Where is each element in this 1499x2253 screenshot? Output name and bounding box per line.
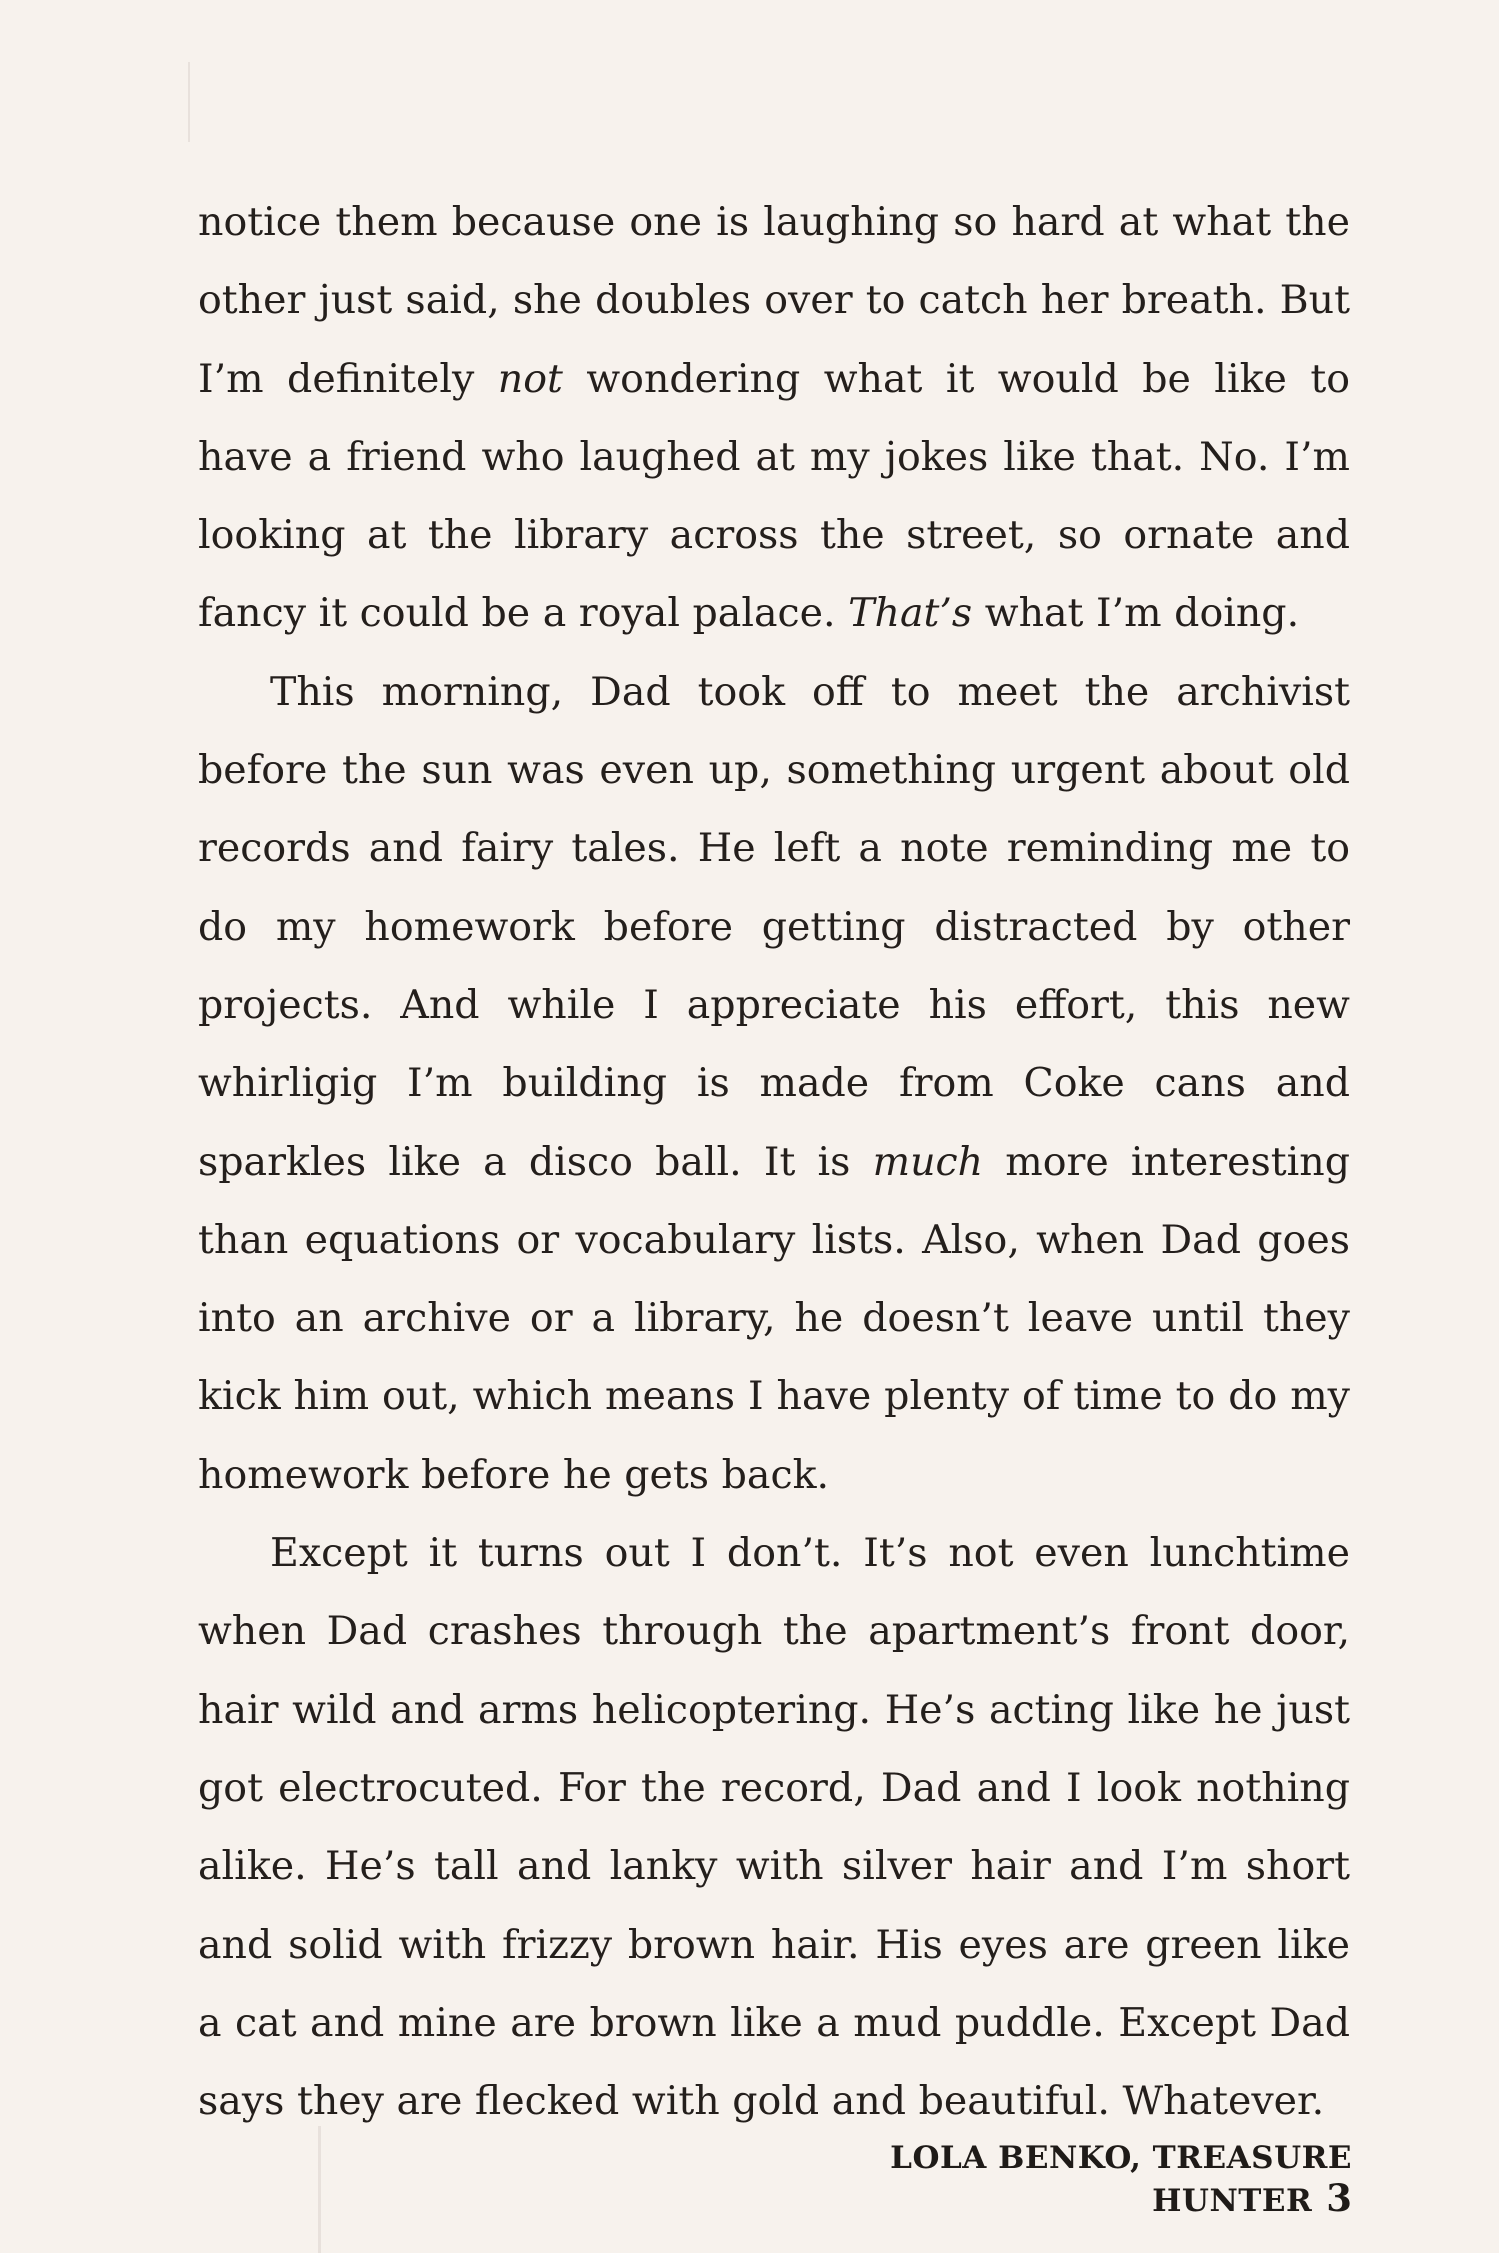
paragraph-2 — [198, 653, 1350, 1514]
paragraph-3 — [198, 1514, 1350, 2140]
running-title: LOLA BENKO, TREASURE HUNTER — [890, 2140, 1352, 2219]
page-number: 3 — [1326, 2176, 1352, 2220]
paragraph-1-text-2: wondering what it would be like to have a friend who laughed at my jokes like that. No. I’m looking at the library across the street, so ornate and fancy it could be a royal palace. — [198, 355, 1350, 637]
page-footer — [760, 2140, 1352, 2220]
paragraph-1-emphasis-not: not — [497, 355, 563, 402]
paragraph-3-text: Except it turns out I don’t. It’s not even lunchtime when Dad crashes through the apartment’s front door, hair wild and arms helicoptering. He’s acting like he just got electrocuted. For the record, Dad and I look nothing alike. He’s tall and lanky with silver hair and I’m short and solid with frizzy brown hair. His eyes are green like a cat and mine are brown like a mud puddle. Except Dad says they are flecked with gold and beautiful. Whatever. — [198, 1530, 1350, 2125]
paragraph-1 — [198, 183, 1350, 653]
paragraph-1-text-3: what I’m doing. — [972, 590, 1300, 637]
paragraph-1-emphasis-thats: That’s — [848, 590, 973, 637]
paragraph-2-text-2: more interesting than equations or vocabulary lists. Also, when Dad goes into an archive or a library, he doesn’t leave until they kick him out, which means I have plenty of time to do my homework before he gets back. — [198, 1138, 1350, 1498]
body-text — [198, 183, 1350, 2140]
scan-mark — [318, 2126, 321, 2253]
paragraph-2-emphasis-much: much — [872, 1138, 984, 1185]
scan-mark — [188, 62, 190, 142]
paragraph-2-text-1: This morning, Dad took off to meet the archivist before the sun was even up, something urgent about old records and fairy tales. He left a note reminding me to do my homework before getting distracted by other projects. And while I appreciate his effort, this new whirligig I’m building is made from Coke cans and sparkles like a disco ball. It is — [198, 668, 1350, 1185]
paragraph-1-text-1: notice them because one is laughing so hard at what the other just said, she doubles over to catch her breath. But I’m definitely — [198, 199, 1350, 402]
